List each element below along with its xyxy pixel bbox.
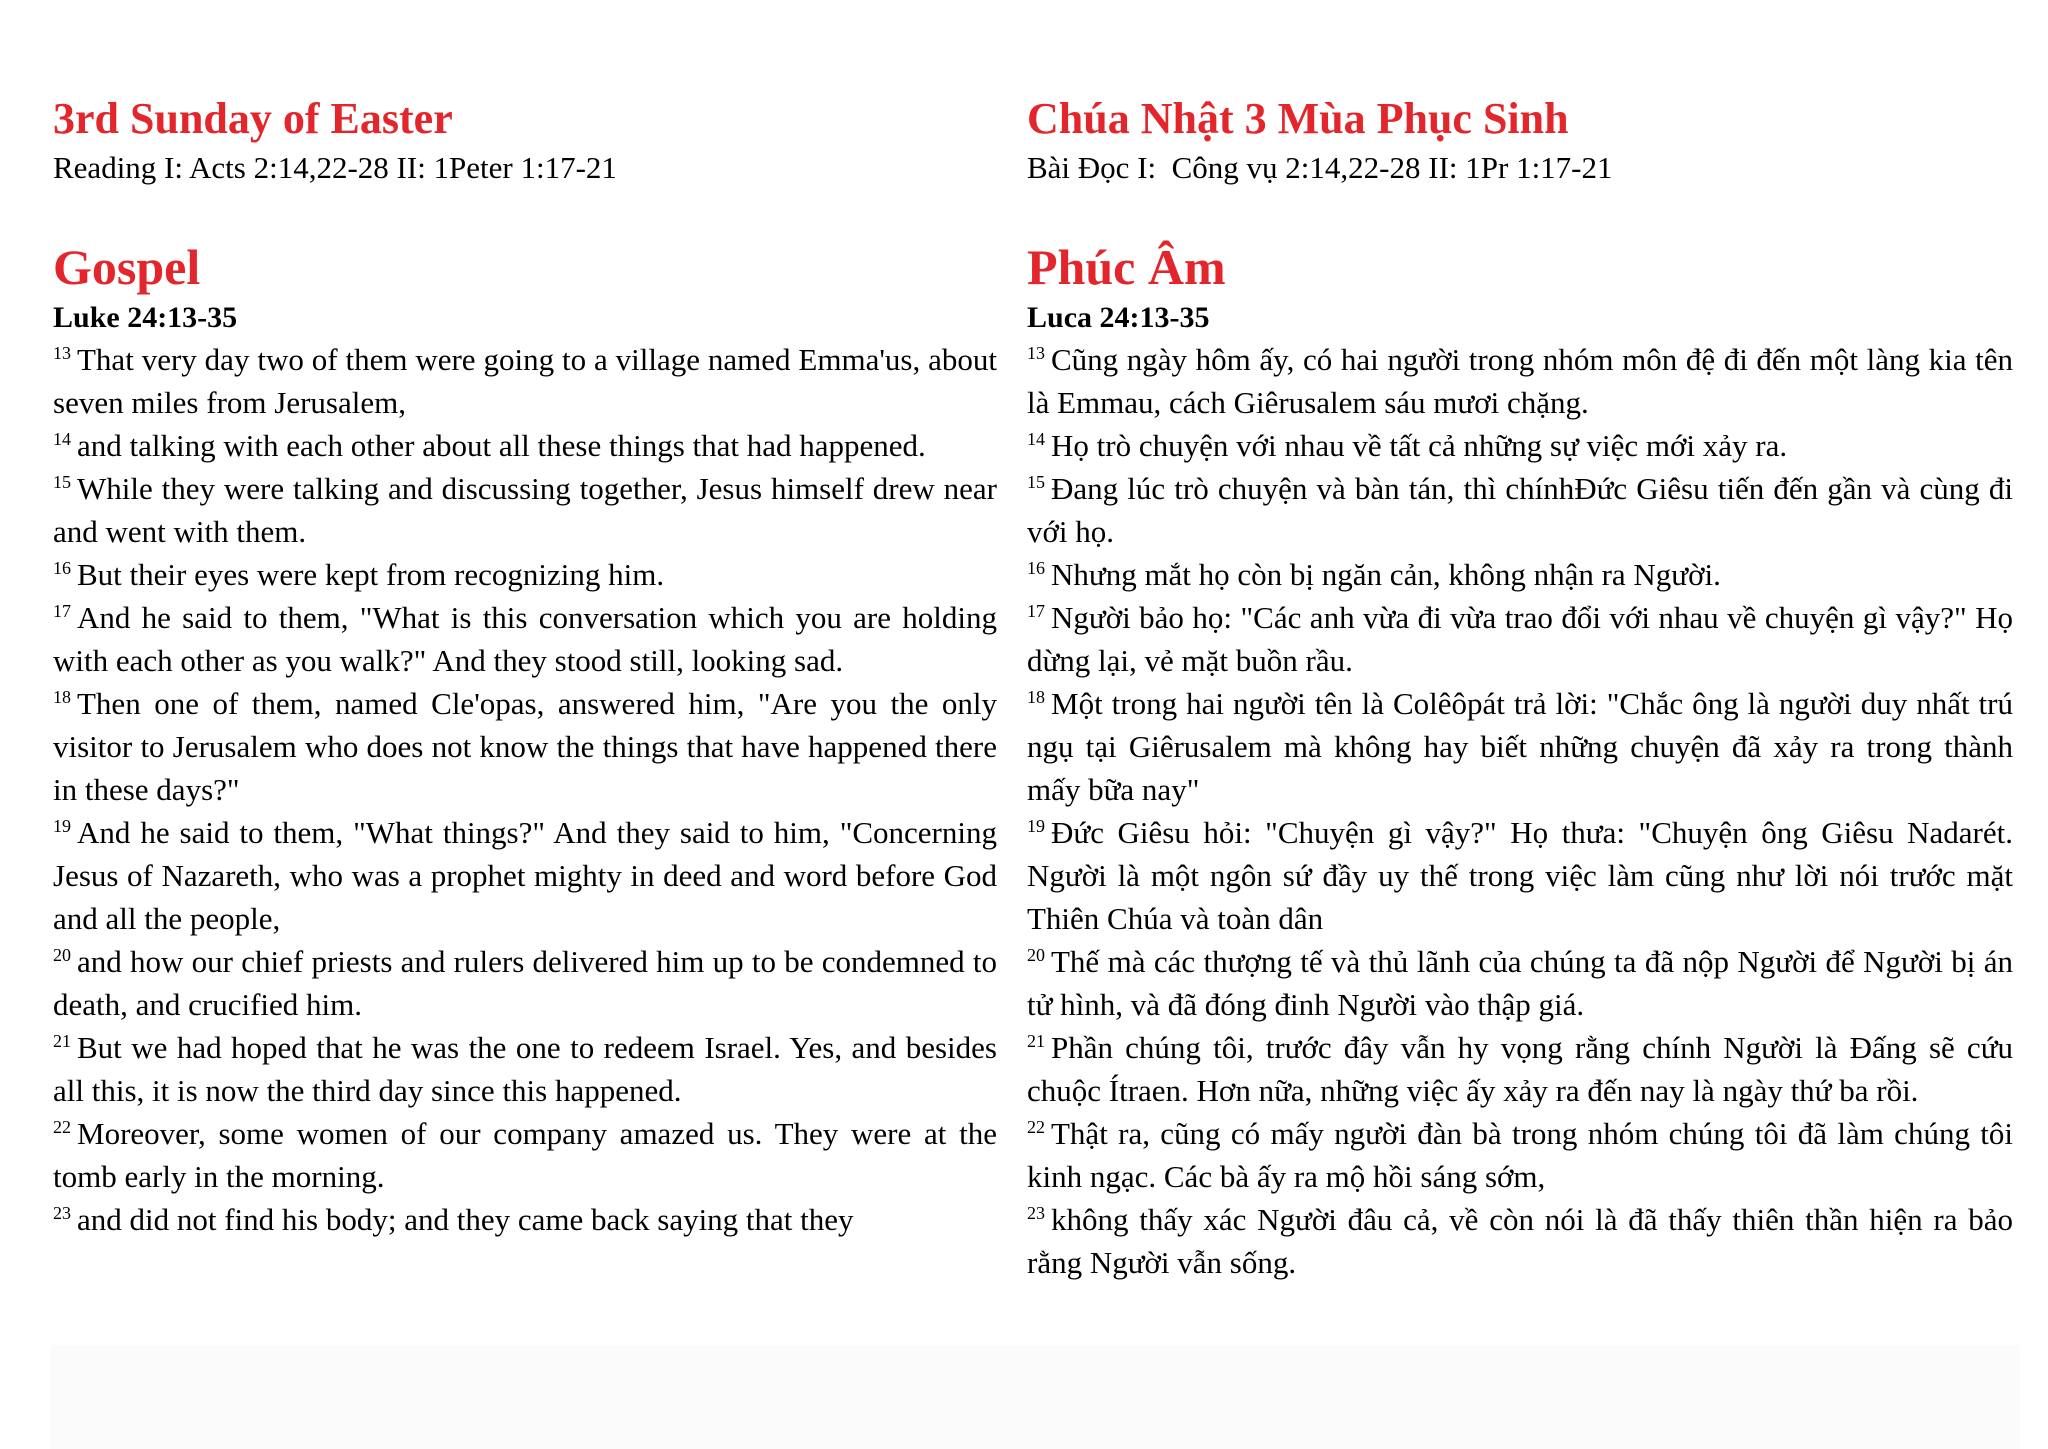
verse-text: Nhưng mắt họ còn bị ngăn cản, không nhận ra Người. [1051, 557, 1721, 592]
verse-number: 19 [53, 815, 71, 836]
vietnamese-verse-14 [1027, 424, 2013, 467]
vietnamese-verse-23 [1027, 1198, 2013, 1284]
verse-text: Đức Giêsu hỏi: "Chuyện gì vậy?" Họ thưa: "Chuyện ông Giêsu Nadarét. Người là một ngôn sứ đầy uy thế trong việc làm cũng như lời nói trước mặt Thiên Chúa và toàn dân [1027, 815, 2013, 936]
vietnamese-verse-13 [1027, 338, 2013, 424]
vietnamese-verse-22 [1027, 1112, 2013, 1198]
verse-number: 16 [53, 557, 71, 578]
verse-text: And he said to them, "What things?" And they said to him, "Concerning Jesus of Nazareth, who was a prophet mighty in deed and word before God and all the people, [53, 815, 997, 936]
verse-number: 14 [53, 428, 71, 449]
verse-number: 20 [53, 944, 71, 965]
verse-text: không thấy xác Người đâu cả, về còn nói là đã thấy thiên thần hiện ra bảo rằng Người vẫn sống. [1027, 1202, 2013, 1280]
english-verse-13 [53, 338, 997, 424]
verse-text: But their eyes were kept from recognizing him. [77, 557, 665, 592]
verse-number: 23 [53, 1202, 71, 1223]
verse-text: Moreover, some women of our company amazed us. They were at the tomb early in the morning. [53, 1116, 997, 1194]
english-verses [53, 338, 997, 1241]
vietnamese-title: Chúa Nhật 3 Mùa Phục Sinh [1027, 94, 1569, 143]
english-verse-22 [53, 1112, 997, 1198]
verse-number: 21 [53, 1030, 71, 1051]
verse-text: Then one of them, named Cle'opas, answered him, "Are you the only visitor to Jerusalem who does not know the things that have happened there in these days?" [53, 686, 997, 807]
english-column [53, 92, 997, 1241]
english-verse-23 [53, 1198, 997, 1241]
verse-text: While they were talking and discussing together, Jesus himself drew near and went with them. [53, 471, 997, 549]
english-verse-20 [53, 940, 997, 1026]
english-verse-14 [53, 424, 997, 467]
verse-text: Một trong hai người tên là Colêôpát trả lời: "Chắc ông là người duy nhất trú ngụ tại Giêrusalem mà không hay biết những chuyện đã xảy ra trong thành mấy bữa nay" [1027, 686, 2013, 807]
english-verse-18 [53, 682, 997, 811]
vietnamese-gospel-ref: Luca 24:13-35 [1027, 301, 1210, 334]
verse-text: Cũng ngày hôm ấy, có hai người trong nhóm môn đệ đi đến một làng kia tên là Emmau, cách Giêrusalem sáu mươi chặng. [1027, 342, 2013, 420]
vietnamese-verse-16 [1027, 553, 2013, 596]
verse-text: But we had hoped that he was the one to redeem Israel. Yes, and besides all this, it is now the third day since this happened. [53, 1030, 997, 1108]
vietnamese-verse-21 [1027, 1026, 2013, 1112]
vietnamese-column [1027, 92, 2013, 1284]
verse-text: and talking with each other about all these things that had happened. [77, 428, 926, 463]
verse-text: Thật ra, cũng có mấy người đàn bà trong nhóm chúng tôi đã làm chúng tôi kinh ngạc. Các bà ấy ra mộ hồi sáng sớm, [1027, 1116, 2013, 1194]
verse-number: 21 [1027, 1030, 1045, 1051]
verse-number: 17 [1027, 600, 1045, 621]
verse-text: That very day two of them were going to a village named Emma'us, about seven miles from Jerusalem, [53, 342, 997, 420]
vietnamese-verse-17 [1027, 596, 2013, 682]
verse-text: Họ trò chuyện với nhau về tất cả những sự việc mới xảy ra. [1051, 428, 1788, 463]
english-title: 3rd Sunday of Easter [53, 94, 453, 143]
verse-text: And he said to them, "What is this conversation which you are holding with each other as you walk?" And they stood still, looking sad. [53, 600, 997, 678]
verse-text: Người bảo họ: "Các anh vừa đi vừa trao đổi với nhau về chuyện gì vậy?" Họ dừng lại, vẻ mặt buồn rầu. [1027, 600, 2013, 678]
verse-text: and how our chief priests and rulers delivered him up to be condemned to death, and crucified him. [53, 944, 997, 1022]
english-verse-17 [53, 596, 997, 682]
verse-text: Thế mà các thượng tế và thủ lãnh của chúng ta đã nộp Người để Người bị án tử hình, và đã đóng đinh Người vào thập giá. [1027, 944, 2013, 1022]
verse-number: 23 [1027, 1202, 1045, 1223]
page-bottom-strip [50, 1345, 2020, 1449]
verse-number: 13 [1027, 342, 1045, 363]
verse-number: 20 [1027, 944, 1045, 965]
verse-number: 17 [53, 600, 71, 621]
english-gospel-ref: Luke 24:13-35 [53, 301, 238, 334]
vietnamese-verse-15 [1027, 467, 2013, 553]
verse-number: 18 [53, 686, 71, 707]
verse-text: Phần chúng tôi, trước đây vẫn hy vọng rằng chính Người là Đấng sẽ cứu chuộc Ítraen. Hơn nữa, những việc ấy xảy ra đến nay là ngày thứ ba rồi. [1027, 1030, 2013, 1108]
vietnamese-verse-20 [1027, 940, 2013, 1026]
english-gospel-heading: Gospel [53, 239, 201, 295]
verse-number: 15 [53, 471, 71, 492]
vietnamese-gospel-heading: Phúc Âm [1027, 239, 1226, 295]
vietnamese-verse-19 [1027, 811, 2013, 940]
verse-text: and did not find his body; and they came back saying that they [77, 1202, 854, 1237]
verse-number: 22 [1027, 1116, 1045, 1137]
verse-number: 18 [1027, 686, 1045, 707]
verse-number: 22 [53, 1116, 71, 1137]
vietnamese-verses [1027, 338, 2013, 1284]
verse-number: 16 [1027, 557, 1045, 578]
verse-number: 19 [1027, 815, 1045, 836]
verse-text: Đang lúc trò chuyện và bàn tán, thì chínhĐức Giêsu tiến đến gần và cùng đi với họ. [1027, 471, 2013, 549]
english-verse-16 [53, 553, 997, 596]
vietnamese-verse-18 [1027, 682, 2013, 811]
verse-number: 14 [1027, 428, 1045, 449]
english-verse-21 [53, 1026, 997, 1112]
english-verse-15 [53, 467, 997, 553]
verse-number: 13 [53, 342, 71, 363]
english-readings: Reading I: Acts 2:14,22-28 II: 1Peter 1:17-21 [53, 150, 617, 185]
english-verse-19 [53, 811, 997, 940]
vietnamese-readings: Bài Đọc I: Công vụ 2:14,22-28 II: 1Pr 1:17-21 [1027, 150, 1613, 185]
verse-number: 15 [1027, 471, 1045, 492]
